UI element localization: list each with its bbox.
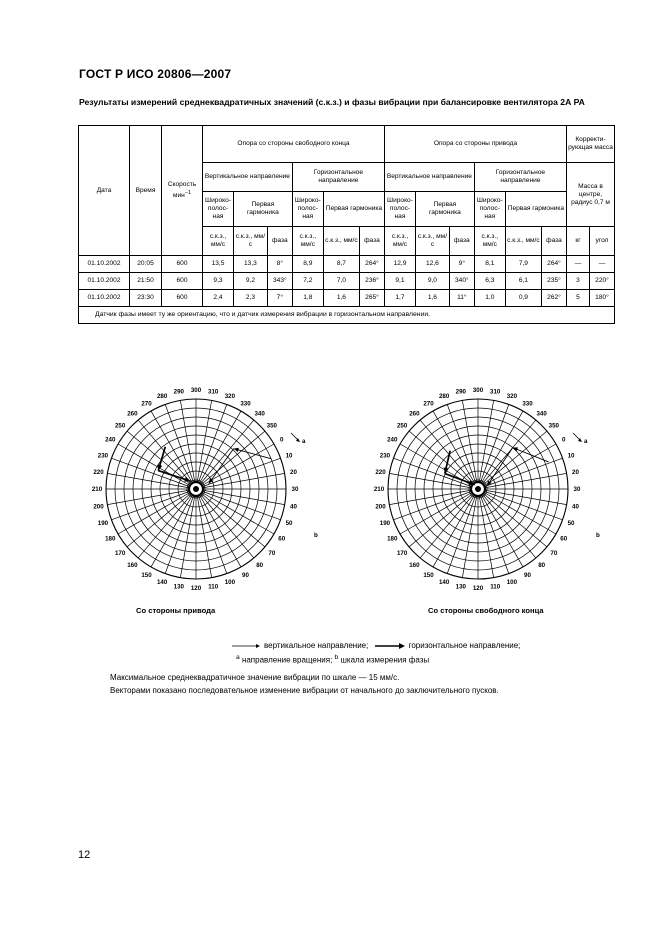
polar-angle-label: 100 [224,579,236,587]
table-cell: 6,1 [505,273,541,290]
first-harmonic-header: Первая гармоника [323,192,384,227]
phase-header: фаза [449,227,474,256]
polar-angle-label: 20 [290,469,297,477]
polar-angle-label: 30 [291,486,299,494]
table-cell: 180° [590,290,615,307]
polar-angle-label: 260 [409,410,420,418]
polar-angle-label: 120 [472,585,484,593]
mass-header: Масса в центре, радиус 0,7 м [567,163,615,227]
col-speed-header: Скорость мин$^{-1}$ [162,126,203,256]
rms-unit-header: с.к.з., мм/с [415,227,449,256]
polar-angle-label: 140 [156,579,168,587]
table-cell: 12,9 [384,256,415,273]
legend-horizontal: горизонтальное направление; [408,641,521,650]
polar-angle-label: 290 [173,388,184,396]
thin-arrow-icon [232,643,260,649]
table-cell: 12,6 [415,256,449,273]
free-vert-header: Вертикальное направление [203,163,293,192]
table-cell: 9° [449,256,474,273]
broadband-header: Широко-полос-ная [292,192,323,227]
polar-angle-label: 180 [105,535,116,543]
rms-unit-header: с.к.з., мм/с [203,227,234,256]
rotation-label-a: a [584,438,588,445]
polar-angle-label: 280 [438,393,450,401]
table-cell: 6,3 [474,273,505,290]
polar-angle-label: 100 [506,579,518,587]
polar-chart-free-end [360,372,604,604]
polar-angle-label: 160 [409,562,420,570]
polar-angle-label: 130 [173,583,184,591]
table-cell: 262° [542,290,567,307]
polar-angle-label: 160 [127,562,138,570]
polar-angle-label: 250 [114,422,126,430]
polar-angle-label: 200 [375,503,386,511]
polar-angle-label: 210 [91,486,103,494]
rms-unit-header: с.к.з., мм/с [384,227,415,256]
first-harmonic-header: Первая гармоника [234,192,293,227]
polar-angle-label: 280 [156,393,168,401]
table-cell: 7,0 [323,273,359,290]
table-cell: 3 [567,273,590,290]
polar-angle-label: 290 [455,388,466,396]
table-cell: 343° [267,273,292,290]
table-cell: — [590,256,615,273]
polar-angle-label: 250 [396,422,408,430]
table-cell: 7° [267,290,292,307]
table-cell: 9,2 [234,273,268,290]
rms-unit-header: с.к.з., мм/с [292,227,323,256]
table-cell: 8° [267,256,292,273]
table-cell: 23:30 [130,290,162,307]
figure-notes [110,671,499,697]
drive-end-header: Опора со стороны привода [384,126,566,163]
polar-angle-label: 130 [455,583,466,591]
rotation-arrow [291,433,298,440]
polar-angle-label: 110 [208,583,219,591]
table-cell: 1,6 [415,290,449,307]
table-row [79,290,615,307]
rotation-label-a: a [302,438,306,445]
polar-angle-label: 230 [97,452,109,460]
polar-angle-label: 90 [242,571,249,579]
polar-angle-label: 40 [572,503,579,511]
table-cell: 600 [162,290,203,307]
table-cell: 8,9 [292,256,323,273]
phase-header: фаза [542,227,567,256]
polar-angle-label: 110 [490,583,501,591]
polar-grid [106,399,286,579]
polar-angle-label: 0 [280,436,284,444]
free-end-header: Опора со стороны свободного конца [203,126,385,163]
polar-angle-label: 30 [573,486,581,494]
table-cell: 0,9 [505,290,541,307]
polar-angle-label: 170 [114,549,126,557]
polar-angle-label: 310 [490,388,501,396]
table-cell: 264° [359,256,384,273]
phase-header: фаза [267,227,292,256]
table-cell: 236° [359,273,384,290]
table-cell: 340° [449,273,474,290]
table-cell: 11° [449,290,474,307]
table-cell: 9,3 [203,273,234,290]
polar-hub-dot [475,486,481,492]
polar-angle-label: 190 [97,520,109,528]
polar-angle-label: 120 [190,585,202,593]
polar-angle-label: 10 [285,452,293,460]
polar-angle-label: 190 [379,520,391,528]
legend [228,640,520,667]
polar-angle-label: 200 [93,503,104,511]
table-body [79,256,615,307]
table-cell: 01.10.2002 [79,290,130,307]
rms-unit-header: с.к.з., мм/с [323,227,359,256]
polar-angle-label: 150 [141,571,152,579]
table-cell: 600 [162,273,203,290]
broadband-header: Широко-полос-ная [474,192,505,227]
polar-chart-drive-side [78,372,322,604]
right-polar-caption: Со стороны свободного конца [428,606,544,615]
table-cell: 8,1 [474,256,505,273]
table-cell: 5 [567,290,590,307]
legend-rotation: направление вращения; [241,655,333,665]
table-cell: 01.10.2002 [79,256,130,273]
polar-angle-label: 70 [550,549,558,557]
table-cell: 220° [590,273,615,290]
polar-angle-label: 150 [423,571,434,579]
table-cell: 264° [542,256,567,273]
table-cell: 7,9 [505,256,541,273]
polar-angle-label: 350 [548,422,560,430]
polar-angle-label: 80 [538,562,546,570]
horizontal-vector-head [157,464,162,470]
table-cell: 21:50 [130,273,162,290]
drive-horiz-header: Горизонтальное направление [474,163,566,192]
broadband-header: Широко-полос-ная [203,192,234,227]
table-cell: 265° [359,290,384,307]
free-horiz-header: Горизонтальное направление [292,163,384,192]
correction-mass-header: Корректи-рующая масса [567,126,615,163]
col-date-header: Дата [79,126,130,256]
table-cell: 8,7 [323,256,359,273]
results-table [78,125,615,324]
polar-angle-label: 330 [522,400,533,408]
polar-angle-label: 90 [524,571,531,579]
polar-angle-label: 340 [536,410,547,418]
polar-angle-label: 60 [278,535,286,543]
document-header: ГОСТ Р ИСО 20806—2007 [79,67,232,81]
rms-unit-header: с.к.з., мм/с [234,227,268,256]
polar-angle-label: 220 [93,469,104,477]
scale-label-b: b [314,532,318,539]
polar-angle-label: 350 [266,422,278,430]
polar-angle-label: 270 [423,400,434,408]
page-number: 12 [78,849,91,861]
first-harmonic-header: Первая гармоника [505,192,566,227]
polar-angle-label: 50 [567,520,575,528]
polar-angle-label: 20 [572,469,579,477]
legend-sup-b: b [334,654,339,661]
table-cell: 9,0 [415,273,449,290]
table-cell: — [567,256,590,273]
rotation-arrow [573,433,580,440]
polar-angle-label: 80 [256,562,264,570]
polar-angle-label: 240 [387,436,398,444]
polar-angle-label: 260 [127,410,138,418]
table-note: Датчик фазы имеет ту же ориентацию, что и датчик измерения вибрации в горизонтальном направлении. [79,307,615,324]
polar-angle-label: 300 [190,387,202,395]
legend-sup-a: a [236,654,240,661]
table-cell: 2,4 [203,290,234,307]
polar-angle-label: 310 [208,388,219,396]
rms-unit-header: с.к.з., мм/с [474,227,505,256]
note-line: Максимальное среднеквадратичное значение вибрации по шкале — 15 мм/с. [110,673,400,682]
phase-header: фаза [359,227,384,256]
table-row [79,256,615,273]
table-cell: 1,6 [323,290,359,307]
scale-label-b: b [596,532,600,539]
broadband-header: Широко-полос-ная [384,192,415,227]
polar-angle-label: 70 [268,549,276,557]
legend-scale: шкала измерения фазы [340,655,430,665]
polar-angle-label: 330 [240,400,251,408]
table-cell: 20:05 [130,256,162,273]
polar-angle-label: 60 [560,535,568,543]
table-cell: 1,0 [474,290,505,307]
table-cell: 7,2 [292,273,323,290]
table-cell: 01.10.2002 [79,273,130,290]
left-polar-caption: Со стороны привода [136,606,216,615]
polar-angle-label: 320 [224,393,236,401]
polar-angle-label: 340 [254,410,265,418]
polar-angle-label: 320 [506,393,518,401]
polar-angle-label: 240 [105,436,116,444]
polar-hub-dot [193,486,199,492]
polar-angle-label: 50 [285,520,293,528]
polar-angle-label: 300 [472,387,484,395]
table-cell: 1,7 [384,290,415,307]
note-line: Векторами показано последовательное изменение вибрации от начального до заключительного пусков. [110,686,499,695]
polar-angle-label: 270 [141,400,152,408]
table-cell: 2,3 [234,290,268,307]
table-cell: 13,3 [234,256,268,273]
polar-angle-label: 10 [567,452,575,460]
polar-angle-label: 40 [290,503,297,511]
kg-header: кг [567,227,590,256]
table-caption: Результаты измерений среднеквадратичных значений (с.к.з.) и фазы вибрации при балансировке вентилятора 2А РА [79,97,585,107]
polar-angle-label: 0 [562,436,566,444]
first-harmonic-header: Первая гармоника [415,192,474,227]
table-cell: 13,5 [203,256,234,273]
table-cell: 9,1 [384,273,415,290]
angle-header: угол [590,227,615,256]
table-cell: 235° [542,273,567,290]
drive-vert-header: Вертикальное направление [384,163,474,192]
table-cell: 1,8 [292,290,323,307]
rms-unit-header: с.к.з., мм/с [505,227,541,256]
polar-angle-label: 140 [438,579,450,587]
legend-vertical: вертикальное направление; [264,641,369,650]
polar-grid [388,399,568,579]
table-row [79,273,615,290]
polar-angle-label: 210 [373,486,385,494]
vertical-vector [513,448,549,462]
polar-angle-label: 230 [379,452,391,460]
polar-angle-label: 220 [375,469,386,477]
thick-arrow-icon [375,643,405,649]
polar-angle-label: 170 [396,549,408,557]
table-cell: 600 [162,256,203,273]
col-time-header: Время [130,126,162,256]
polar-angle-label: 180 [387,535,398,543]
